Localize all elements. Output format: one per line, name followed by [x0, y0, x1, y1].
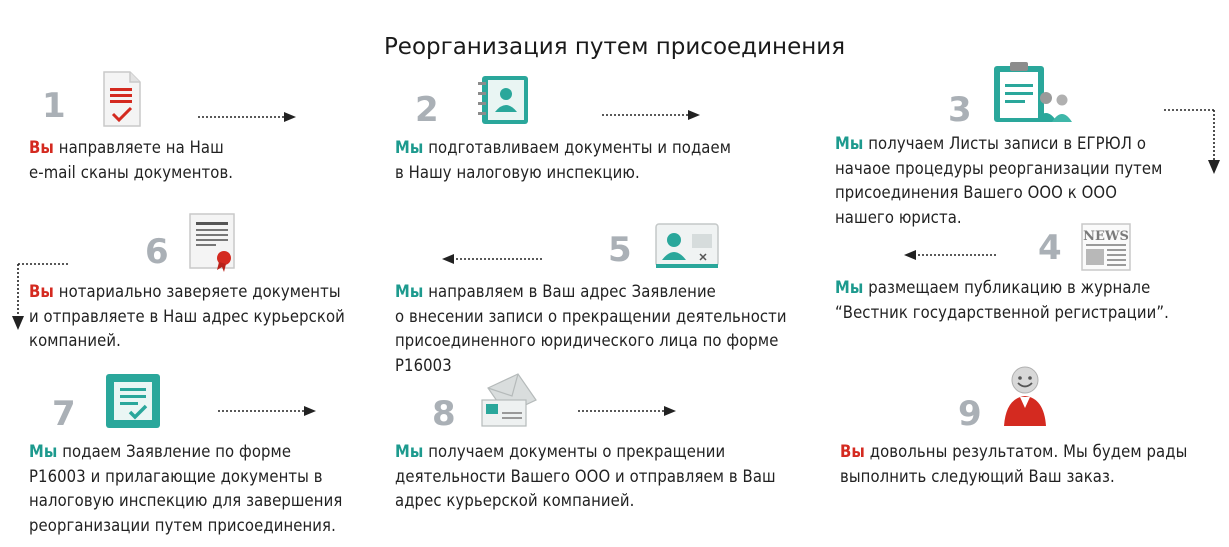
arrow-7-to-8	[216, 404, 320, 418]
step-9-number: 9	[958, 394, 982, 434]
step-1-lead: Вы	[29, 138, 54, 157]
step-2-number: 2	[415, 90, 439, 130]
step-6-number: 6	[145, 232, 169, 272]
step-3-number: 3	[948, 90, 972, 130]
step-7-line-3: налоговую инспекцию для завершения	[29, 491, 343, 510]
arrow-4-to-5	[902, 248, 998, 262]
step-8-lead: Мы	[395, 442, 424, 461]
newspaper-icon-label: NEWS	[1083, 229, 1129, 244]
arrow-1-to-2	[196, 110, 300, 124]
step-3-lead: Мы	[835, 134, 864, 153]
step-8-line-2: деятельности Вашего ООО и отправляем в Ваш	[395, 466, 776, 486]
step-7-line-1: подаем Заявление по форме	[62, 442, 292, 461]
step-8-text	[395, 440, 795, 514]
step-7-line-4: реорганизации путем присоединения.	[29, 515, 336, 535]
form-check-icon	[104, 372, 162, 434]
step-6-text	[29, 280, 374, 354]
step-8-line-3: адрес курьерской компанией.	[395, 491, 635, 510]
step-4-line-2: “Вестник государственной регистрации”.	[835, 302, 1169, 322]
step-4-number: 4	[1038, 228, 1062, 268]
step-5-number: 5	[608, 230, 632, 270]
step-8-number: 8	[432, 394, 456, 434]
arrow-8-to-9	[576, 404, 680, 418]
step-5-lead: Мы	[395, 282, 424, 301]
step-7-line-2: Р16003 и прилагающие документы в	[29, 466, 323, 486]
step-9-text	[840, 440, 1220, 489]
step-9-line-2: выполнить следующий Ваш заказ.	[840, 466, 1115, 486]
arrow-2-to-3	[600, 108, 704, 122]
step-5-line-2: о внесении записи о прекращении деятельности	[395, 306, 787, 326]
step-5-line-1: направляем в Ваш адрес Заявление	[428, 282, 716, 301]
step-6-lead: Вы	[29, 282, 54, 301]
step-1-number: 1	[42, 86, 66, 126]
step-6-line-2: и отправляете в Наш адрес курьерской	[29, 306, 345, 326]
step-3-line-2: начаое процедуры реорганизации путем	[835, 158, 1163, 178]
step-3-line-1: получаем Листы записи в ЕГРЮЛ о	[868, 134, 1147, 153]
step-7-number: 7	[52, 394, 76, 434]
step-5-text	[395, 280, 807, 378]
step-5-line-3: присоединенного юридического лица по форме	[395, 331, 779, 350]
id-card-icon	[654, 220, 720, 276]
step-2-text	[395, 136, 775, 185]
step-3-line-4: нашего юриста.	[835, 207, 962, 227]
step-7-lead: Мы	[29, 442, 58, 461]
step-1-line-1: направляете на Наш	[58, 138, 224, 157]
step-8-line-1: получаем документы о прекращении	[428, 442, 726, 461]
step-2-line-1: подготавливаем документы и подаем	[428, 138, 732, 157]
step-4-line-1: размещаем публикацию в журнале	[868, 278, 1151, 297]
arrow-5-to-6	[440, 252, 544, 266]
happy-person-icon	[1000, 364, 1050, 432]
step-1-text	[29, 136, 259, 185]
newspaper-icon	[1080, 222, 1132, 276]
certificate-seal-icon	[186, 210, 240, 276]
step-2-lead: Мы	[395, 138, 424, 157]
document-check-icon	[98, 70, 144, 134]
step-5-line-4: Р16003	[395, 355, 452, 375]
step-6-line-3: компанией.	[29, 331, 121, 350]
step-9-lead: Вы	[840, 442, 865, 461]
step-3-line-3: присоединения Вашего ООО к ООО	[835, 183, 1117, 202]
address-book-icon	[474, 72, 534, 132]
step-7-text	[29, 440, 374, 538]
step-2-line-2: в Нашу налоговую инспекцию.	[395, 162, 640, 182]
page-title: Реорганизация путем присоединения	[383, 34, 846, 60]
step-1-line-2: e-mail сканы документов.	[29, 162, 234, 182]
step-3-text	[835, 132, 1181, 230]
clipboard-users-icon	[990, 60, 1076, 128]
step-4-lead: Мы	[835, 278, 864, 297]
envelope-mail-icon	[478, 370, 542, 434]
step-9-line-1: довольны результатом. Мы будем рады	[869, 442, 1188, 461]
step-4-text	[835, 276, 1215, 325]
step-6-line-1: нотариально заверяете документы	[58, 282, 341, 301]
